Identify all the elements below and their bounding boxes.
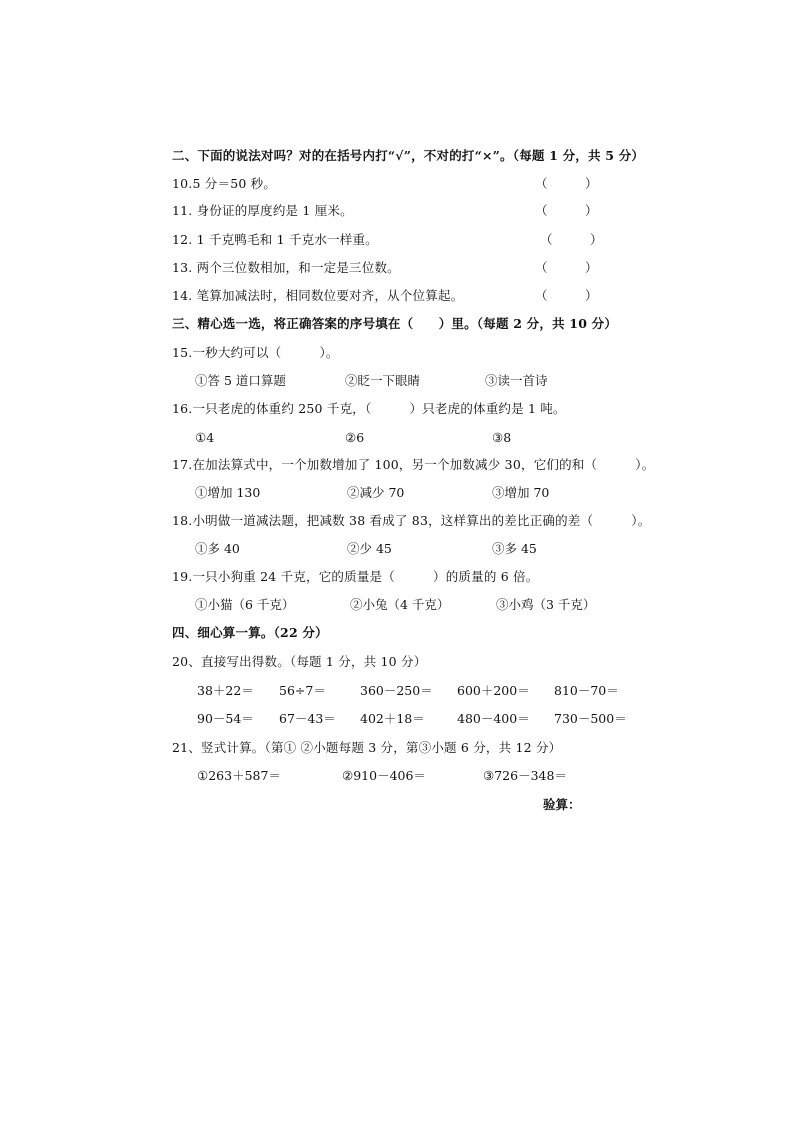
calc-item: 67－43＝ [279, 711, 336, 726]
calc-item: 402＋18＝ [360, 711, 425, 726]
question-10: 10.5 分＝50 秒。 [172, 176, 277, 191]
calc-item: 730－500＝ [554, 711, 627, 726]
check-label: 验算： [543, 797, 581, 812]
q19-option-3[interactable]: ③小鸡（3 千克） [496, 597, 596, 612]
question-19: 19.一只小狗重 24 千克，它的质量是（ ）的质量的 6 倍。 [172, 569, 539, 584]
q18-option-1[interactable]: ①多 40 [195, 541, 240, 556]
q16-option-1[interactable]: ①4 [195, 430, 215, 445]
q15-option-2[interactable]: ②眨一下眼睛 [345, 373, 421, 388]
question-14: 14. 笔算加减法时，相同数位要对齐，从个位算起。 [172, 288, 464, 303]
answer-paren-13[interactable]: （ ） [535, 260, 598, 275]
q15-option-1[interactable]: ①答 5 道口算题 [195, 373, 286, 388]
calc-item: 90－54＝ [197, 711, 254, 726]
q15-option-3[interactable]: ③读一首诗 [485, 373, 548, 388]
q16-option-3[interactable]: ③8 [492, 430, 512, 445]
question-12: 12. 1 千克鸭毛和 1 千克水一样重。 [172, 232, 378, 247]
vertical-calc-2: ②910－406＝ [342, 768, 426, 783]
q19-option-2[interactable]: ②小兔（4 千克） [350, 597, 450, 612]
section-2-title: 二、下面的说法对吗？对的在括号内打“√”，不对的打“×”。（每题 1 分，共 5 分） [172, 148, 645, 163]
question-17: 17.在加法算式中，一个加数增加了 100，另一个加数减少 30，它们的和（ ）。 [172, 457, 655, 472]
question-21-title: 21、竖式计算。（第① ②小题每题 3 分，第③小题 6 分，共 12 分） [172, 740, 562, 755]
q19-option-1[interactable]: ①小猫（6 千克） [195, 597, 295, 612]
q17-option-2[interactable]: ②减少 70 [347, 485, 405, 500]
answer-paren-12[interactable]: （ ） [540, 232, 603, 247]
calc-item: 810－70＝ [554, 683, 619, 698]
question-20-title: 20、直接写出得数。（每题 1 分，共 10 分） [172, 654, 427, 669]
question-11: 11. 身份证的厚度约是 1 厘米。 [172, 203, 353, 218]
question-13: 13. 两个三位数相加，和一定是三位数。 [172, 260, 400, 275]
question-15: 15.一秒大约可以（ ）。 [172, 345, 339, 360]
calc-item: 600＋200＝ [457, 683, 530, 698]
calc-item: 480－400＝ [457, 711, 530, 726]
q16-option-2[interactable]: ②6 [345, 430, 365, 445]
question-18: 18.小明做一道减法题，把减数 38 看成了 83，这样算出的差比正确的差（ ）。 [172, 513, 651, 528]
q17-option-1[interactable]: ①增加 130 [195, 485, 261, 500]
q17-option-3[interactable]: ③增加 70 [492, 485, 550, 500]
vertical-calc-1: ①263＋587＝ [197, 768, 281, 783]
vertical-calc-3: ③726－348＝ [483, 768, 567, 783]
answer-paren-11[interactable]: （ ） [535, 203, 598, 218]
section-3-title: 三、精心选一选，将正确答案的序号填在（ ）里。（每题 2 分，共 10 分） [172, 316, 618, 331]
calc-item: 360－250＝ [360, 683, 433, 698]
section-4-title: 四、细心算一算。（22 分） [172, 625, 328, 640]
q18-option-2[interactable]: ②少 45 [347, 541, 392, 556]
answer-paren-10[interactable]: （ ） [535, 176, 598, 191]
calc-item: 56÷7＝ [279, 683, 326, 698]
answer-paren-14[interactable]: （ ） [535, 288, 598, 303]
q18-option-3[interactable]: ③多 45 [492, 541, 537, 556]
question-16: 16.一只老虎的体重约 250 千克，（ ）只老虎的体重约是 1 吨。 [172, 401, 566, 416]
calc-item: 38＋22＝ [197, 683, 254, 698]
